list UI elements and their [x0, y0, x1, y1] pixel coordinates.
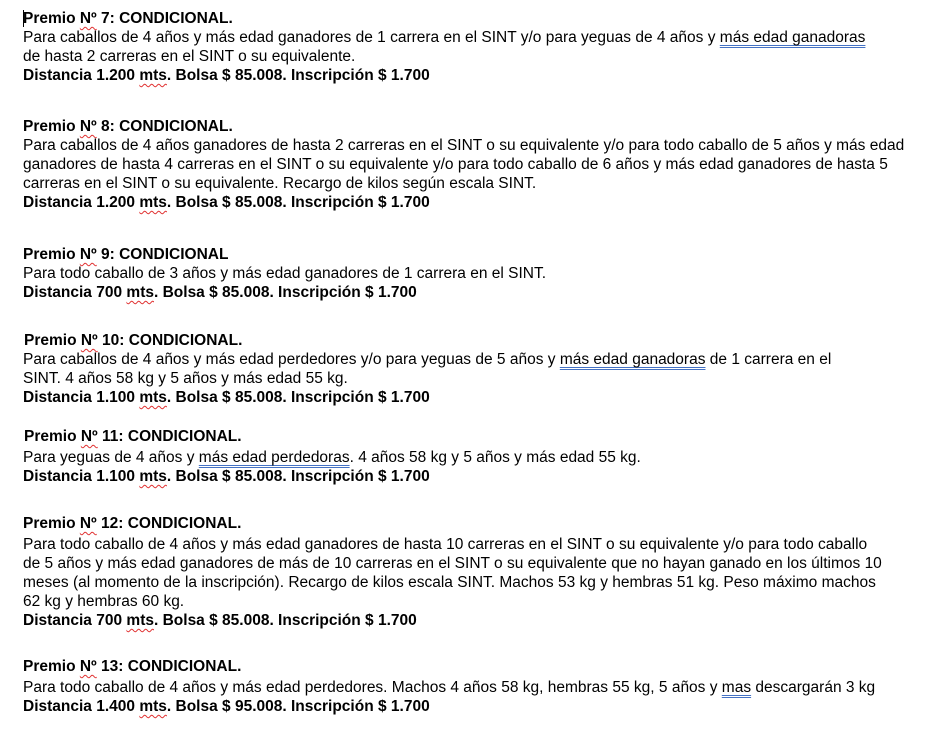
premio-distance-line: Distancia 700 mts. Bolsa $ 85.008. Inscripción $ 1.700 [23, 612, 417, 629]
premio-text-line: meses (al momento de la inscripción). Recargo de kilos escala SINT. Machos 53 kg y hembras 51 kg. Peso máximo machos [23, 574, 876, 591]
premio-text-line: Para todo caballo de 4 años y más edad ganadores de hasta 10 carreras en el SINT o su equivalente y/o para todo caballo [23, 536, 868, 553]
premio-text-line: Para todo caballo de 3 años y más edad ganadores de 1 carrera en el SINT. [23, 265, 547, 282]
grammar-flag[interactable]: más edad ganadoras [719, 29, 866, 46]
premio-text-line: de 5 años y más edad ganadores de más de 10 carreras en el SINT o su equivalente que no hayan ganado en los últimos 10 [23, 555, 882, 572]
premio-8 [23, 118, 928, 213]
spellcheck-word[interactable]: mts [139, 389, 167, 406]
premio-title: Premio Nº 8: CONDICIONAL. [23, 118, 233, 135]
spellcheck-word[interactable]: mts [126, 284, 154, 301]
spellcheck-word[interactable]: mts [139, 698, 167, 715]
premio-text-line: 62 kg y hembras 60 kg. [23, 593, 185, 610]
premio-distance-line: Distancia 1.400 mts. Bolsa $ 95.008. Inscripción $ 1.700 [23, 698, 430, 715]
premio-title: Premio Nº 11: CONDICIONAL. [24, 428, 242, 445]
grammar-flag[interactable]: mas [721, 679, 752, 696]
premio-13 [23, 658, 928, 717]
spellcheck-word[interactable]: Nº [79, 10, 97, 27]
premio-distance-line: Distancia 700 mts. Bolsa $ 85.008. Inscripción $ 1.700 [23, 284, 417, 301]
premio-10 [24, 332, 929, 408]
grammar-flag[interactable]: más edad ganadoras [559, 351, 706, 368]
premio-title: Premio Nº 12: CONDICIONAL. [23, 515, 242, 532]
premio-text-line: Para caballos de 4 años ganadores de hasta 2 carreras en el SINT o su equivalente y/o para todo caballo de 5 años y más edad [23, 137, 905, 154]
premio-title: Premio Nº 10: CONDICIONAL. [24, 332, 243, 349]
spellcheck-word[interactable]: Nº [79, 658, 97, 675]
premio-text-line: ganadores de hasta 4 carreras en el SINT o su equivalente y/o para todo caballo de 6 años y más edad ganadores de hasta 5 [23, 156, 888, 173]
spellcheck-word[interactable]: mts [139, 468, 167, 485]
premio-distance-line: Distancia 1.100 mts. Bolsa $ 85.008. Inscripción $ 1.700 [23, 389, 430, 406]
spellcheck-word[interactable]: Nº [79, 118, 97, 135]
premio-text-line: Para todo caballo de 4 años y más edad perdedores. Machos 4 años 58 kg, hembras 55 kg, 5 años y mas descargarán 3 kg [23, 679, 876, 696]
premio-title: Premio Nº 7: CONDICIONAL. [23, 10, 233, 27]
premio-text-line: carreras en el SINT o su equivalente. Recargo de kilos según escala SINT. [23, 175, 537, 192]
spellcheck-word[interactable]: mts [139, 194, 167, 211]
premio-text-line: de hasta 2 carreras en el SINT o su equivalente. [23, 48, 356, 65]
premio-distance-line: Distancia 1.100 mts. Bolsa $ 85.008. Inscripción $ 1.700 [23, 468, 430, 485]
spellcheck-word[interactable]: Nº [79, 515, 97, 532]
spellcheck-word[interactable]: Nº [80, 332, 98, 349]
premio-distance-line: Distancia 1.200 mts. Bolsa $ 85.008. Inscripción $ 1.700 [23, 67, 430, 84]
premio-distance-line: Distancia 1.200 mts. Bolsa $ 85.008. Inscripción $ 1.700 [23, 194, 430, 211]
premio-text-line: Para yeguas de 4 años y más edad perdedoras. 4 años 58 kg y 5 años y más edad 55 kg. [23, 449, 641, 466]
premio-title: Premio Nº 9: CONDICIONAL [23, 246, 229, 263]
spellcheck-word[interactable]: mts [126, 612, 154, 629]
spellcheck-word[interactable]: Nº [79, 246, 97, 263]
premio-9 [23, 246, 928, 303]
premio-text-line: Para caballos de 4 años y más edad perdedores y/o para yeguas de 5 años y más edad ganadoras de 1 carrera en el [23, 351, 832, 368]
grammar-flag[interactable]: más edad perdedoras [198, 449, 350, 466]
premio-12 [23, 515, 928, 631]
premio-7 [23, 10, 928, 86]
spellcheck-word[interactable]: Nº [80, 428, 98, 445]
premio-text-line: SINT. 4 años 58 kg y 5 años y más edad 55 kg. [23, 370, 348, 387]
premio-title: Premio Nº 13: CONDICIONAL. [23, 658, 242, 675]
spellcheck-word[interactable]: mts [139, 67, 167, 84]
premio-11 [24, 428, 929, 487]
premio-text-line: Para caballos de 4 años y más edad ganadores de 1 carrera en el SINT y/o para yeguas de 4 años y más edad ganadoras [23, 29, 866, 46]
